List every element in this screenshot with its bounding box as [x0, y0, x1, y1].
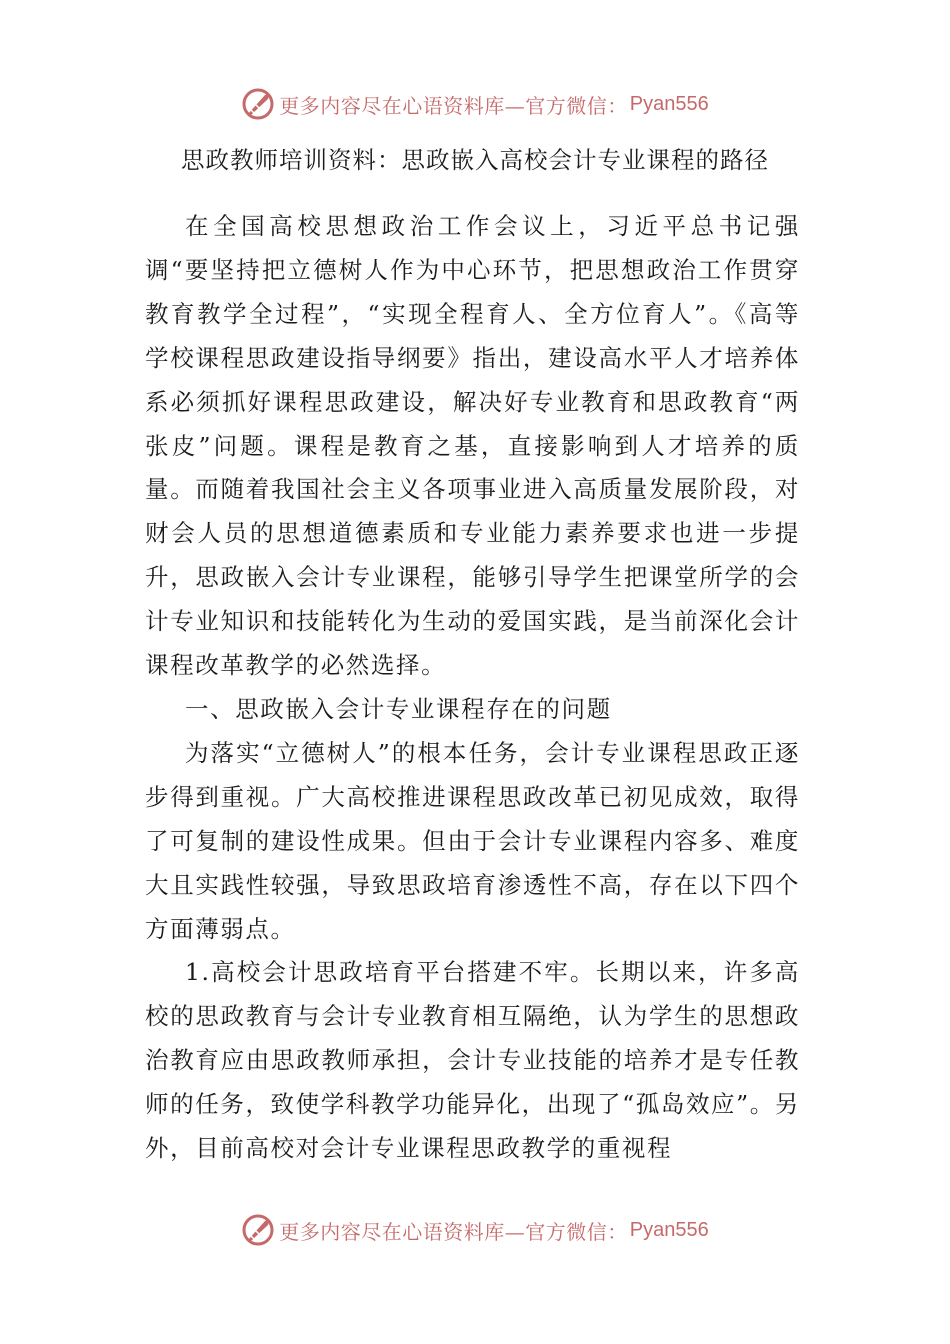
document-title: 思政教师培训资料：思政嵌入高校会计专业课程的路径 — [181, 146, 769, 174]
section-heading-1: 一、思政嵌入会计专业课程存在的问题 — [185, 694, 612, 723]
paragraph-point-1: 1.高校会计思政培育平台搭建不牢。长期以来，许多高校的思政教育与会计专业教育相互隔绝，认为学生的思想政治教育应由思政教师承担，会计专业技能的培养才是专任教师的任务，致使学科教学功能异化，出现了“孤岛效应”。另外，目前高校对会计专业课程思政教学的重视程 — [145, 958, 800, 1163]
watermark-text: 更多内容尽在心语资料库—官方微信： — [279, 1219, 628, 1244]
quill-logo-icon — [241, 87, 275, 121]
paragraph-intro: 在全国高校思想政治工作会议上，习近平总书记强调“要坚持把立德树人作为中心环节，把思想政治工作贯穿教育教学全过程”，“实现全程育人、全方位育人”。《高等学校课程思政建设指导纲要》指出，建设高水平人才培养体系必须抓好课程思政建设，解决好专业教育和思政教育“两张皮”问题。课程是教育之基，直接影响到人才培养的质量。而随着我国社会主义各项事业进入高质量发展阶段，对财会人员的思想道德素质和专业能力素养要求也进一步提升，思政嵌入会计专业课程，能够引导学生把课堂所学的会计专业知识和技能转化为生动的爱国实践，是当前深化会计课程改革教学的必然选择。 — [145, 212, 800, 680]
watermark-wechat-id: Pyan556 — [629, 1218, 709, 1241]
watermark-banner-top — [0, 84, 950, 124]
quill-logo-icon — [241, 1213, 275, 1247]
document-body — [145, 205, 800, 1171]
watermark-text: 更多内容尽在心语资料库—官方微信： — [279, 93, 628, 118]
watermark-banner-bottom — [0, 1210, 950, 1250]
paragraph-section-1: 为落实“立德树人”的根本任务，会计专业课程思政正逐步得到重视。广大高校推进课程思政改革已初见成效，取得了可复制的建设性成果。但由于会计专业课程内容多、难度大且实践性较强，导致思政培育渗透性不高，存在以下四个方面薄弱点。 — [145, 738, 800, 943]
watermark-wechat-id: Pyan556 — [629, 92, 709, 115]
